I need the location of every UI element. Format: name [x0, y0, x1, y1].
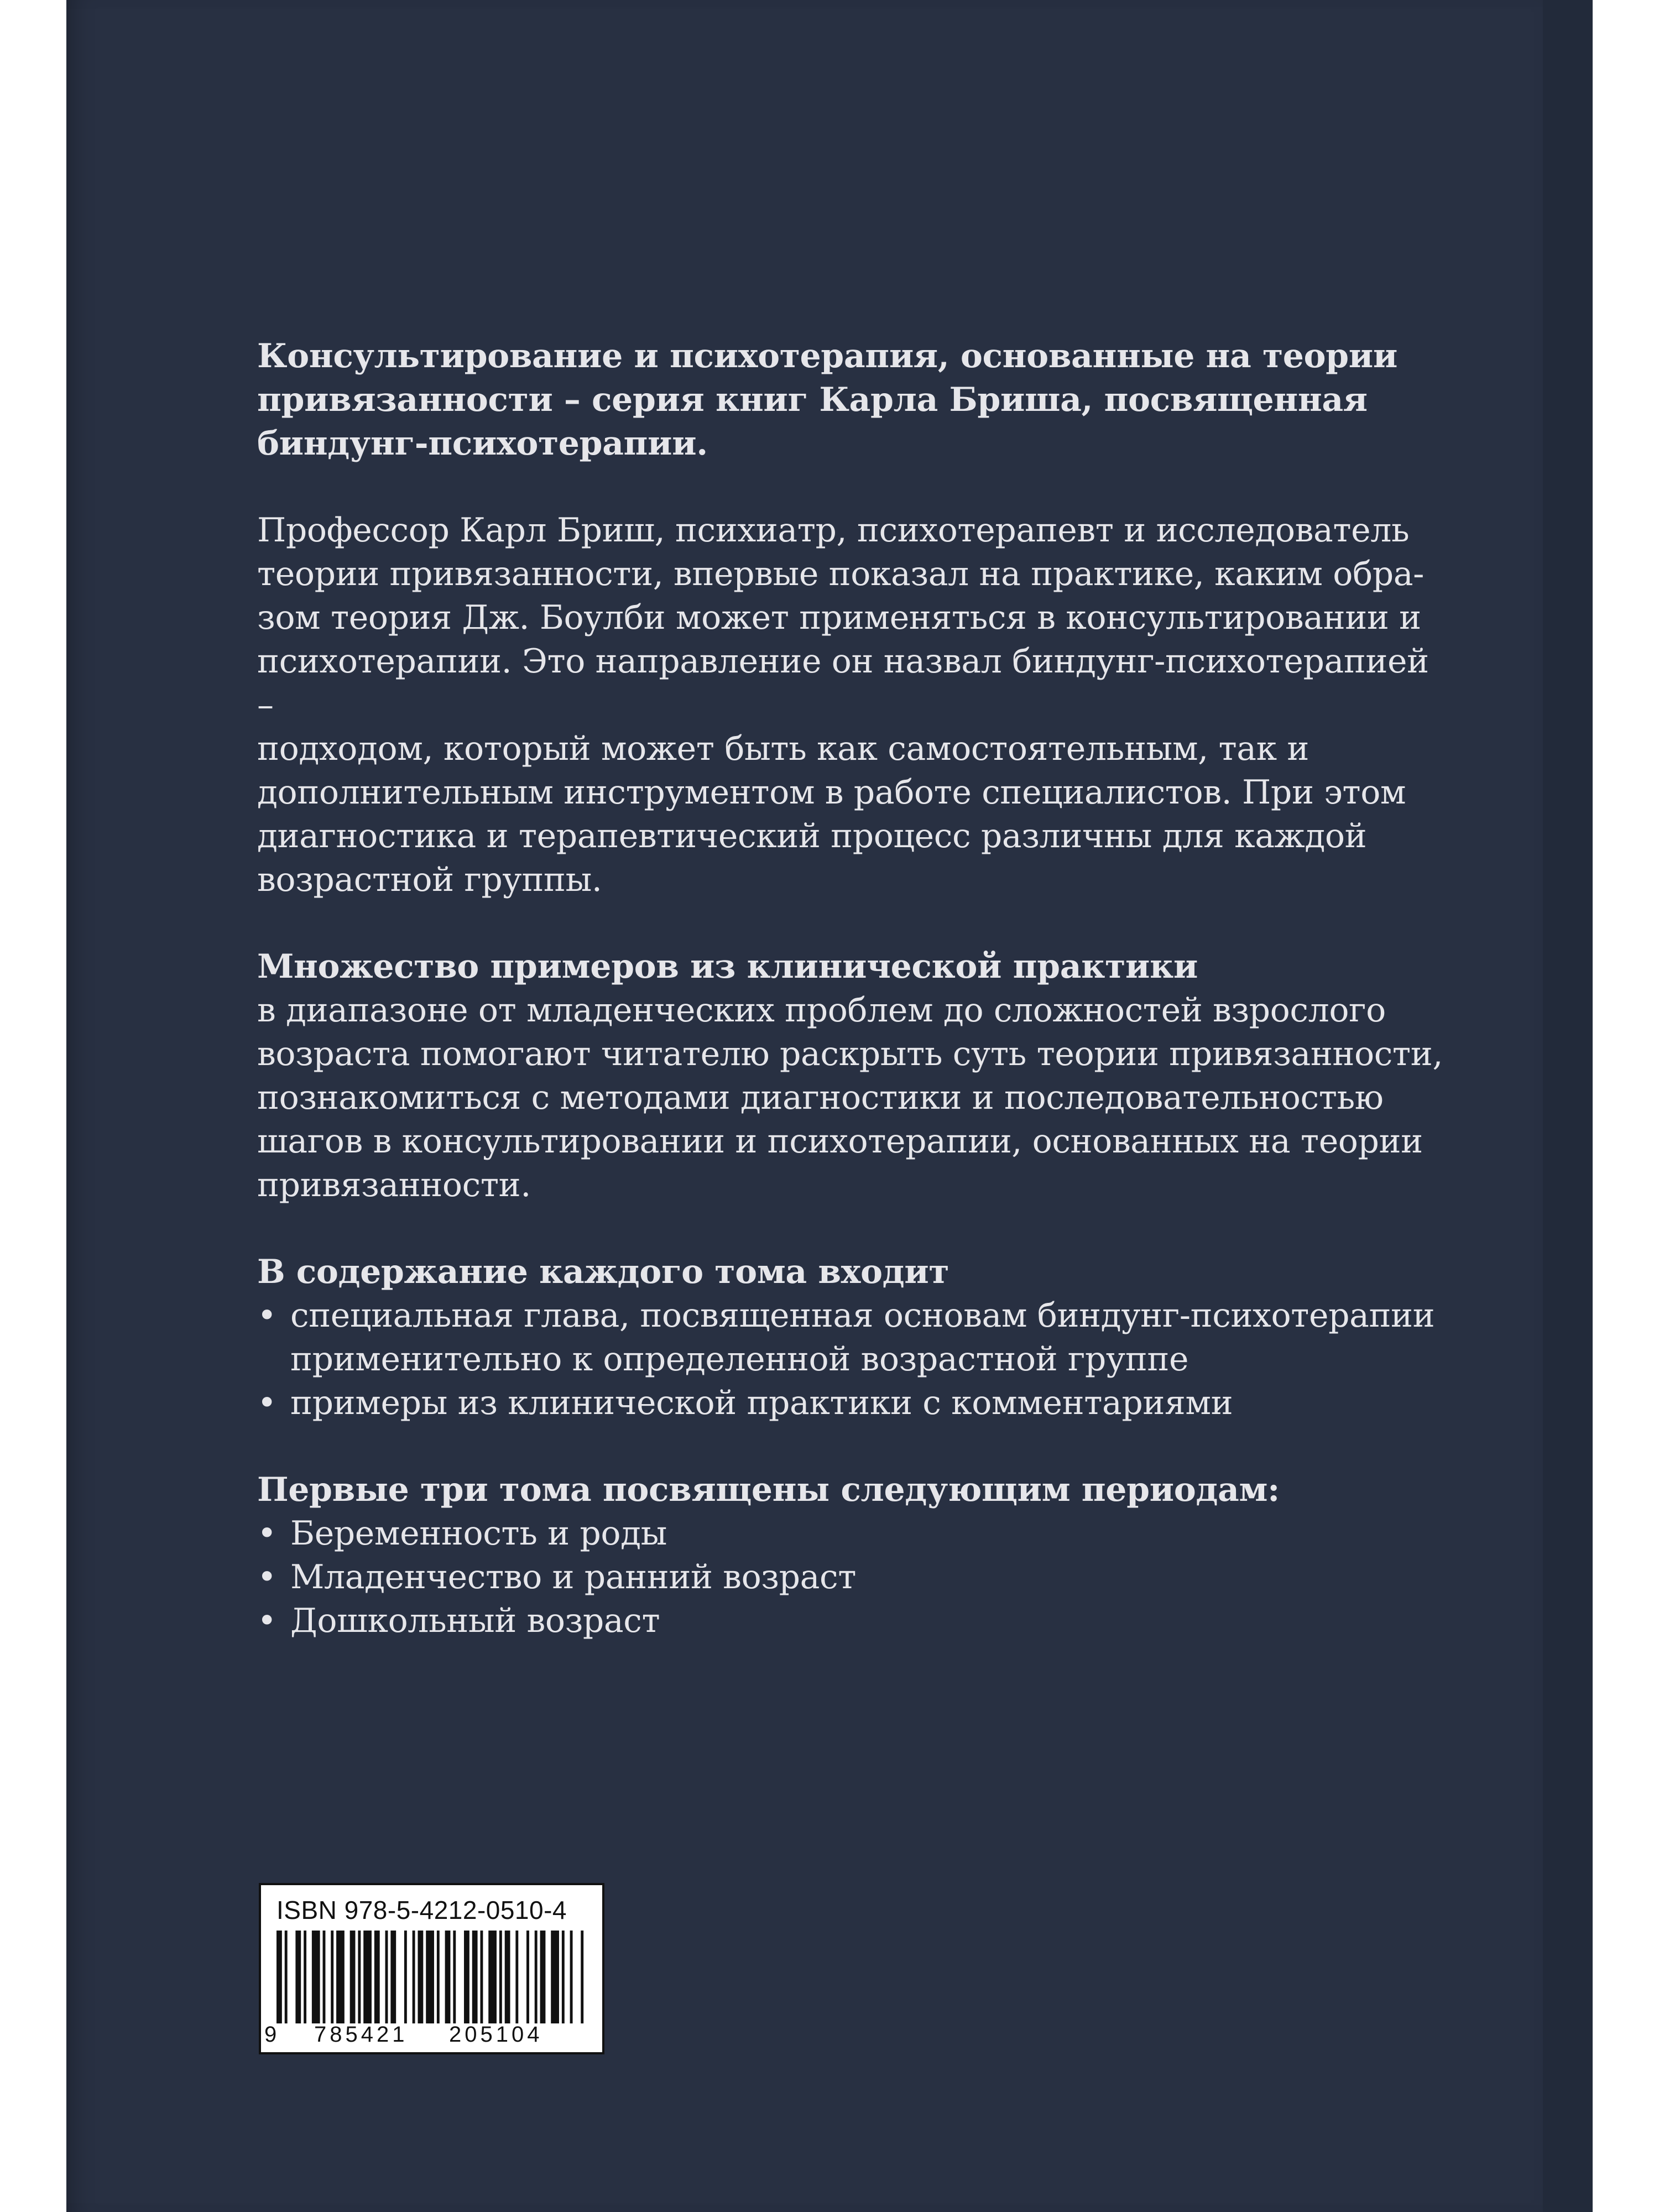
isbn-barcode-box: [259, 1883, 604, 2054]
cover-text: [257, 335, 1446, 1686]
barcode-icon: [276, 1931, 589, 2023]
barcode-digit-first: 9: [264, 2022, 277, 2047]
volumes-list: [257, 1512, 1446, 1643]
volumes-heading: Первые три тома посвящены следующим периодам:: [257, 1470, 1280, 1509]
bullet-icon: •: [257, 1514, 276, 1553]
bullet-icon: •: [257, 1384, 276, 1422]
text-line: подходом, который может быть как самостоятельным, так и: [257, 729, 1309, 768]
list-item-label: Дошкольный возраст: [290, 1601, 660, 1640]
description-paragraph: [257, 509, 1446, 902]
contents-section: [257, 1250, 1446, 1425]
text-line: возраста помогают читателю раскрыть суть теории привязанности,: [257, 1035, 1443, 1073]
examples-heading: Множество примеров из клинической практики: [257, 947, 1198, 986]
list-item: [257, 1294, 1446, 1381]
cover-edge-shadow: [1543, 0, 1593, 2212]
list-item-label: Младенчество и ранний возраст: [290, 1558, 856, 1597]
barcode-digits: [261, 2022, 607, 2050]
text-line: возрастной группы.: [257, 860, 602, 899]
volumes-section: [257, 1468, 1446, 1643]
text-line: познакомиться с методами диагностики и последовательностью: [257, 1078, 1384, 1117]
isbn-label: ISBN 978-5-4212-0510-4: [276, 1896, 567, 1924]
barcode-digits-left: 785421: [314, 2022, 408, 2047]
text-line: в диапазоне от младенческих проблем до сложностей взрослого: [257, 991, 1386, 1030]
bullet-icon: •: [257, 1558, 276, 1597]
text-line: дополнительным инструментом в работе специалистов. При этом: [257, 773, 1406, 812]
list-item-line: применительно к определенной возрастной группе: [290, 1340, 1189, 1379]
barcode-digits-right: 205104: [449, 2022, 543, 2047]
list-item: [257, 1512, 1446, 1556]
list-item: [257, 1381, 1446, 1425]
list-item-line: примеры из клинической практики с комментариями: [290, 1384, 1233, 1422]
text-line: зом теория Дж. Боулби может применяться в консультировании и: [257, 598, 1421, 637]
text-line: психотерапии. Это направление он назвал биндунг-психотерапией –: [257, 642, 1429, 724]
bullet-icon: •: [257, 1601, 276, 1640]
list-item: [257, 1599, 1446, 1643]
text-line: Профессор Карл Бриш, психиатр, психотерапевт и исследователь: [257, 511, 1410, 550]
contents-list: [257, 1294, 1446, 1425]
list-item: [257, 1556, 1446, 1599]
list-item-line: специальная глава, посвященная основам биндунг-психотерапии: [290, 1296, 1435, 1335]
series-lead: Консультирование и психотерапия, основанные на теории привязанности – серия книг Карла Бриша, посвященная биндунг-психотерапии.: [257, 337, 1397, 463]
contents-heading: В содержание каждого тома входит: [257, 1253, 950, 1291]
text-line: привязанности.: [257, 1166, 531, 1204]
list-item-label: Беременность и роды: [290, 1514, 667, 1553]
text-line: теории привязанности, впервые показал на практике, каким обра-: [257, 555, 1424, 593]
text-line: диагностика и терапевтический процесс различны для каждой: [257, 817, 1367, 855]
examples-section: [257, 945, 1446, 1207]
text-line: шагов в консультировании и психотерапии, основанных на теории: [257, 1122, 1423, 1161]
bullet-icon: •: [257, 1296, 276, 1335]
